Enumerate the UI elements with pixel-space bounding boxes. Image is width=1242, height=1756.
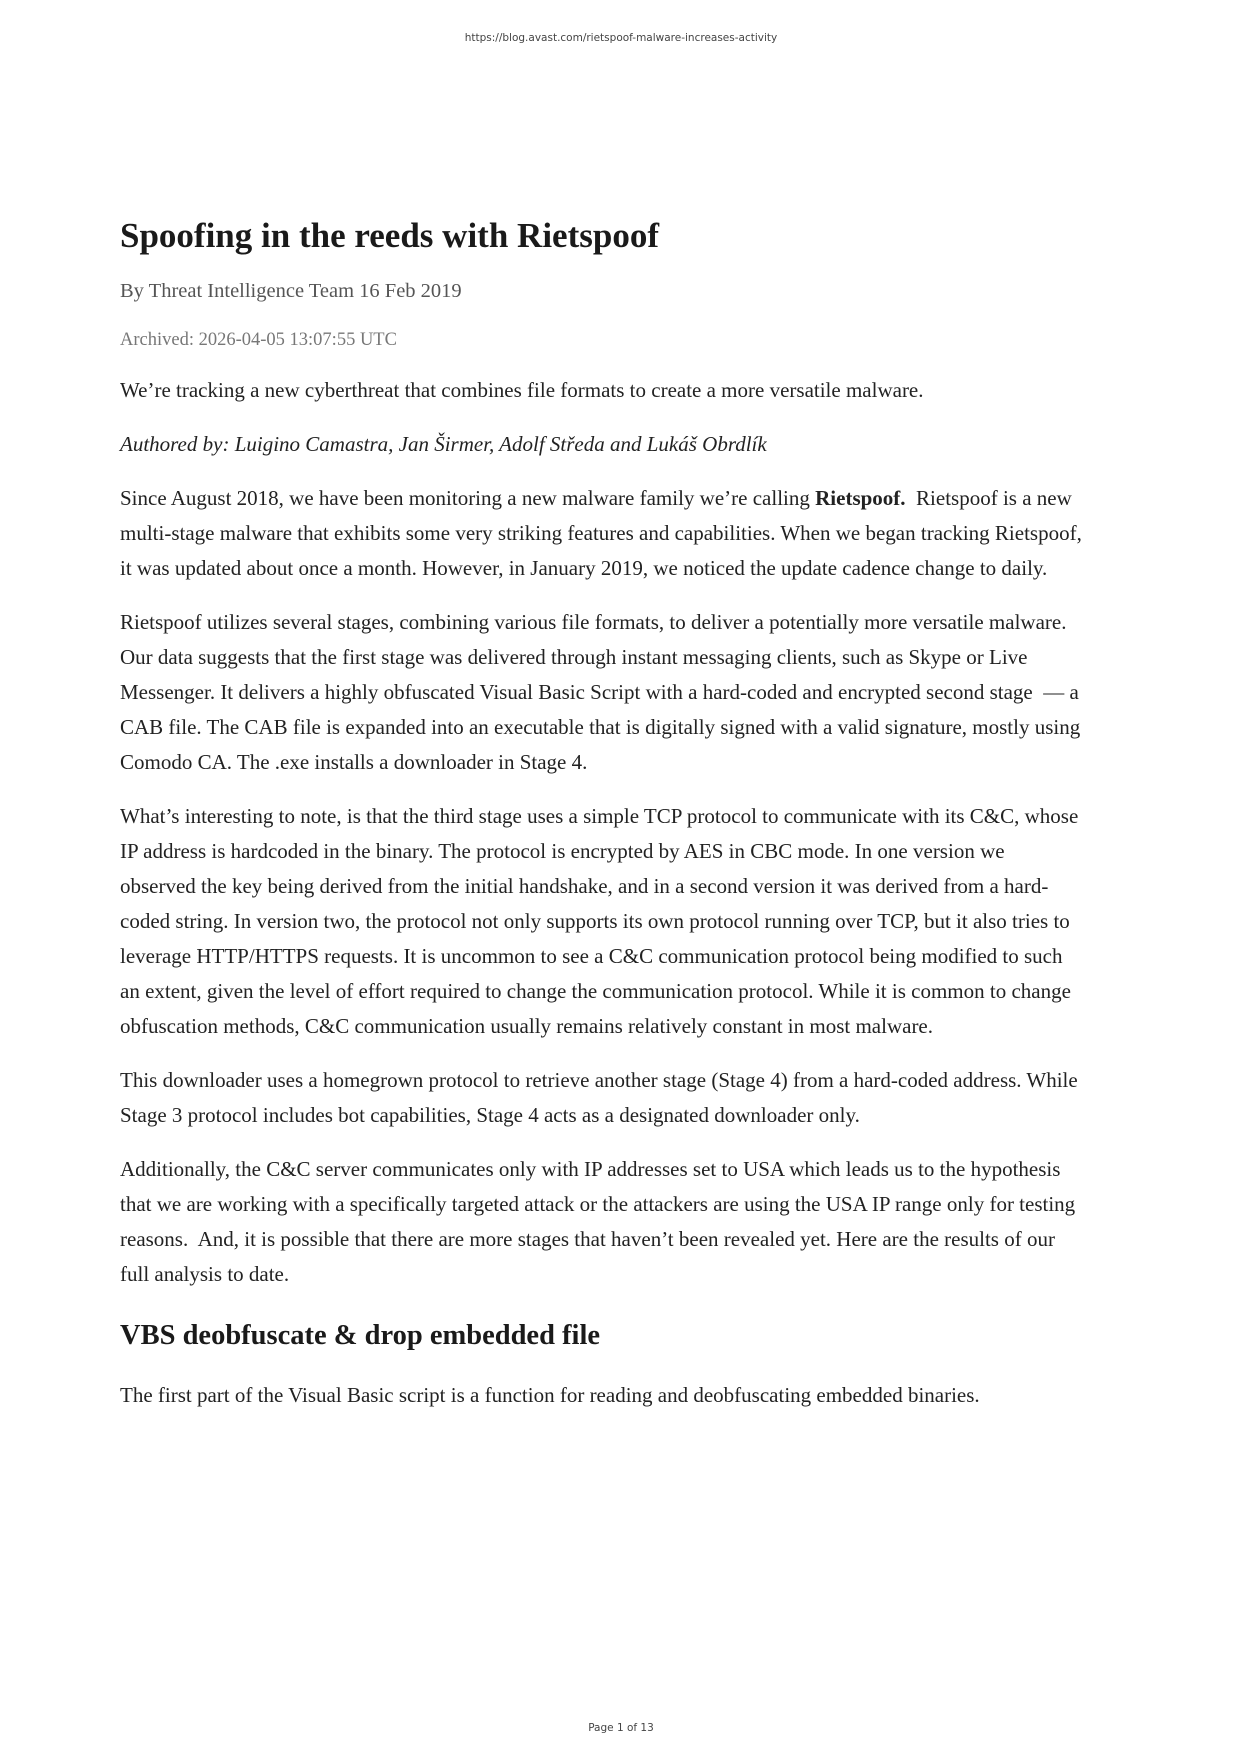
paragraph-line: coded string. In version two, the protocol not only supports its own protocol running over TCP, but it also tries to — [120, 909, 1070, 933]
paragraph-line: Additionally, the C&C server communicates only with IP addresses set to USA which leads us to the hypothesis — [120, 1157, 1061, 1181]
paragraph-3 — [120, 799, 1140, 1044]
paragraph-line: an extent, given the level of effort required to change the communication protocol. While it is common to change — [120, 979, 1071, 1003]
paragraph-line: Rietspoof utilizes several stages, combining various file formats, to deliver a potentially more versatile malware. — [120, 610, 1067, 634]
paragraph-line: Our data suggests that the first stage was delivered through instant messaging clients, such as Skype or Live — [120, 645, 1028, 669]
paragraph-line: it was updated about once a month. However, in January 2019, we noticed the update cadence change to daily. — [120, 556, 1048, 580]
paragraph-line: Messenger. It delivers a highly obfuscated Visual Basic Script with a hard-coded and encrypted second stage — a — [120, 680, 1079, 704]
paragraph-4 — [120, 1063, 1140, 1133]
paragraph-line: This downloader uses a homegrown protocol to retrieve another stage (Stage 4) from a hard-coded address. While — [120, 1068, 1078, 1092]
paragraph-line: leverage HTTP/HTTPS requests. It is uncommon to see a C&C communication protocol being modified to such — [120, 944, 1063, 968]
byline: By Threat Intelligence Team 16 Feb 2019 — [120, 280, 462, 302]
paragraph-line: multi-stage malware that exhibits some very striking features and capabilities. When we began tracking Rietspoof, — [120, 521, 1082, 545]
paragraph-line — [120, 481, 1140, 516]
paragraph-line: Stage 3 protocol includes bot capabilities, Stage 4 acts as a designated downloader only. — [120, 1103, 860, 1127]
paragraph-line: reasons. And, it is possible that there are more stages that haven’t been revealed yet. Here are the results of our — [120, 1227, 1055, 1251]
section-heading: VBS deobfuscate & drop embedded file — [120, 1320, 601, 1351]
source-url: https://blog.avast.com/rietspoof-malware-increases-activity — [464, 32, 778, 44]
paragraph-5 — [120, 1152, 1140, 1292]
article — [120, 214, 1140, 1413]
intro-paragraph: We’re tracking a new cyberthreat that combines file formats to create a more versatile malware. — [120, 378, 924, 402]
paragraph-line: IP address is hardcoded in the binary. The protocol is encrypted by AES in CBC mode. In one version we — [120, 839, 1005, 863]
text: Rietspoof is a new — [905, 486, 1072, 510]
paragraph-line: CAB file. The CAB file is expanded into an executable that is digitally signed with a valid signature, mostly using — [120, 715, 1081, 739]
paragraph-line: observed the key being derived from the initial handshake, and in a second version it was derived from a hard- — [120, 874, 1049, 898]
archived-timestamp: Archived: 2026-04-05 13:07:55 UTC — [120, 330, 397, 350]
paragraph-1 — [120, 481, 1140, 586]
paragraph-line: full analysis to date. — [120, 1262, 290, 1286]
bold-term: Rietspoof. — [815, 486, 906, 510]
page-number: Page 1 of 13 — [588, 1722, 654, 1734]
paragraph-line: What’s interesting to note, is that the third stage uses a simple TCP protocol to communicate with its C&C, whose — [120, 804, 1079, 828]
paragraph-line: obfuscation methods, C&C communication usually remains relatively constant in most malware. — [120, 1014, 934, 1038]
text: Since August 2018, we have been monitoring a new malware family we’re calling — [120, 486, 816, 510]
paragraph-line: Comodo CA. The .exe installs a downloader in Stage 4. — [120, 750, 588, 774]
paragraph-line: that we are working with a specifically targeted attack or the attackers are using the USA IP range only for testing — [120, 1192, 1076, 1216]
authors-line: Authored by: Luigino Camastra, Jan Širmer, Adolf Středa and Lukáš Obrdlík — [120, 432, 767, 456]
paragraph-6: The first part of the Visual Basic script is a function for reading and deobfuscating embedded binaries. — [120, 1383, 980, 1407]
paragraph-2 — [120, 605, 1140, 780]
article-title: Spoofing in the reeds with Rietspoof — [120, 216, 659, 255]
